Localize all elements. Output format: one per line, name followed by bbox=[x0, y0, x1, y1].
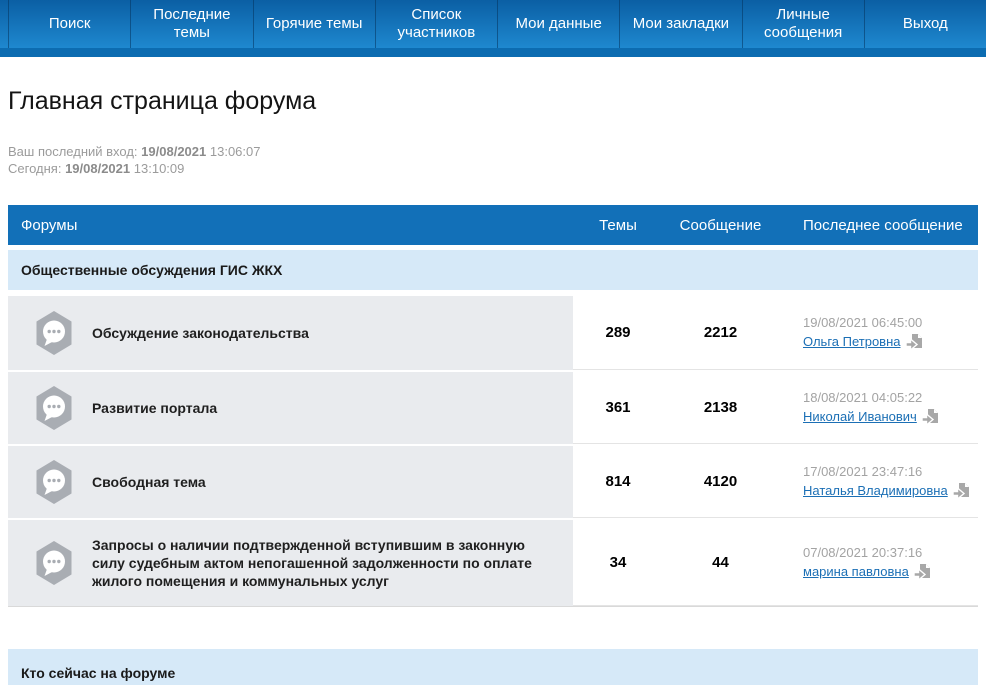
forum-link[interactable]: Развитие портала bbox=[92, 400, 218, 416]
topics-count: 814 bbox=[573, 446, 663, 518]
table-header-row bbox=[8, 205, 978, 245]
goto-last-post-icon[interactable] bbox=[905, 333, 923, 351]
nav-item-search[interactable]: Поиск bbox=[8, 0, 130, 48]
column-header-messages: Сообщение bbox=[679, 216, 762, 234]
last-author-link[interactable]: Николай Иванович bbox=[803, 409, 917, 424]
forum-name-cell bbox=[8, 372, 573, 444]
nav-item-member-list[interactable]: Список участников bbox=[375, 0, 497, 48]
last-message-date: 18/08/2021 04:05:22 bbox=[803, 389, 923, 405]
forum-name-cell bbox=[8, 296, 573, 370]
last-message-date: 17/08/2021 23:47:16 bbox=[803, 463, 923, 479]
nav-bottom-strip bbox=[0, 48, 986, 57]
today-line: Сегодня: 19/08/2021 13:10:09 bbox=[8, 161, 185, 176]
forum-rows bbox=[8, 296, 978, 607]
table-row bbox=[8, 446, 978, 518]
messages-count: 4120 bbox=[663, 446, 778, 518]
chat-bubble-icon bbox=[34, 541, 74, 585]
last-message-cell bbox=[778, 520, 978, 606]
visit-info bbox=[8, 143, 978, 177]
forum-link[interactable]: Обсуждение законодательства bbox=[92, 325, 309, 341]
forum-link[interactable]: Свободная тема bbox=[92, 474, 206, 490]
forum-table bbox=[8, 205, 978, 607]
goto-last-post-icon[interactable] bbox=[952, 482, 970, 500]
last-message-cell bbox=[778, 296, 978, 370]
last-message-cell bbox=[778, 446, 978, 518]
nav-item-my-data[interactable]: Мои данные bbox=[497, 0, 619, 48]
top-navigation bbox=[0, 0, 986, 57]
last-author-link[interactable]: Ольга Петровна bbox=[803, 334, 901, 349]
goto-last-post-icon[interactable] bbox=[913, 563, 931, 581]
last-author-link[interactable]: марина павловна bbox=[803, 564, 909, 579]
nav-item-my-bookmarks[interactable]: Мои закладки bbox=[619, 0, 741, 48]
last-message-cell bbox=[778, 372, 978, 444]
forum-name-cell bbox=[8, 520, 573, 606]
last-message-date: 19/08/2021 06:45:00 bbox=[803, 314, 923, 330]
page-title: Главная страница форума bbox=[8, 87, 317, 115]
column-header-topics: Темы bbox=[599, 216, 637, 234]
section-header: Общественные обсуждения ГИС ЖКХ bbox=[8, 250, 978, 290]
last-visit-line: Ваш последний вход: 19/08/2021 13:06:07 bbox=[8, 144, 261, 159]
column-header-forums: Форумы bbox=[21, 216, 78, 234]
topics-count: 361 bbox=[573, 372, 663, 444]
table-row bbox=[8, 296, 978, 370]
who-online-header: Кто сейчас на форуме bbox=[8, 649, 978, 685]
goto-last-post-icon[interactable] bbox=[921, 408, 939, 426]
chat-bubble-icon bbox=[34, 386, 74, 430]
column-header-last-message: Последнее сообщение bbox=[803, 216, 963, 234]
topics-count: 34 bbox=[573, 520, 663, 606]
nav-item-private-messages[interactable]: Личные сообщения bbox=[742, 0, 864, 48]
messages-count: 2212 bbox=[663, 296, 778, 370]
messages-count: 44 bbox=[663, 520, 778, 606]
nav-item-hot-topics[interactable]: Горячие темы bbox=[253, 0, 375, 48]
nav-item-logout[interactable]: Выход bbox=[864, 0, 986, 48]
forum-link[interactable]: Запросы о наличии подтвержденной вступившим в законную силу судебным актом непогашенной задолженности по оплате жилого помещения и коммунальных услуг bbox=[92, 537, 532, 589]
topics-count: 289 bbox=[573, 296, 663, 370]
chat-bubble-icon bbox=[34, 311, 74, 355]
messages-count: 2138 bbox=[663, 372, 778, 444]
last-author-link[interactable]: Наталья Владимировна bbox=[803, 483, 948, 498]
last-message-date: 07/08/2021 20:37:16 bbox=[803, 544, 923, 560]
forum-name-cell bbox=[8, 446, 573, 518]
table-row bbox=[8, 520, 978, 606]
table-row bbox=[8, 372, 978, 444]
nav-item-latest-topics[interactable]: Последние темы bbox=[130, 0, 252, 48]
chat-bubble-icon bbox=[34, 460, 74, 504]
